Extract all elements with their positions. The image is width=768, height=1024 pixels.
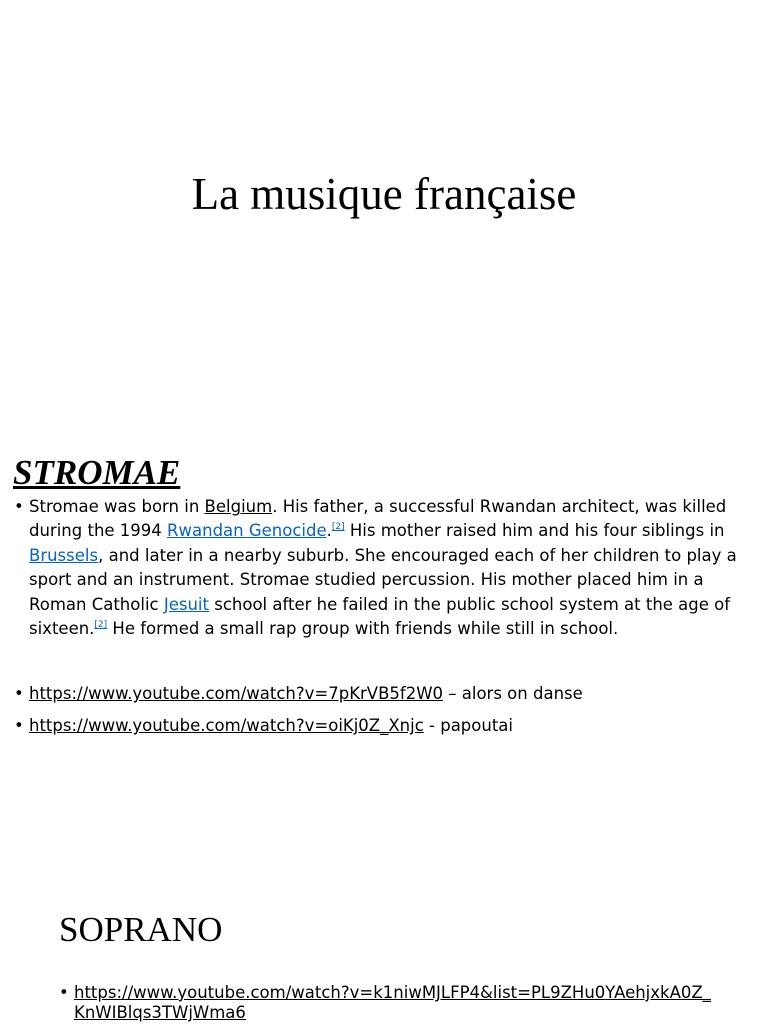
list-item	[14, 714, 762, 738]
bullet-icon: •	[59, 983, 69, 1002]
bio-text: school after he failed in the public school system at the age of sixteen.	[29, 594, 731, 639]
section-heading-soprano: SOPRANO	[59, 910, 223, 949]
bio-paragraph	[14, 495, 762, 641]
brussels-link[interactable]: Brussels	[29, 545, 99, 565]
jesuit-link[interactable]: Jesuit	[163, 594, 209, 614]
section-heading-stromae: STROMAE	[13, 453, 181, 492]
stromae-bullet-list	[14, 495, 762, 746]
bio-text: He formed a small rap group with friends while still in school.	[107, 619, 619, 639]
bio-text: , and later in a nearby suburb. She encouraged each of her children to play a sport and an instrument. Stromae studied percussion. His mother placed him in a Roman Catholic	[29, 545, 737, 614]
bullet-icon: •	[14, 497, 24, 516]
link-note: – alors on danse	[443, 684, 583, 704]
list-item	[14, 682, 762, 706]
bio-text: His mother raised him and his four siblings in	[344, 521, 725, 541]
belgium-link[interactable]: Belgium	[204, 497, 273, 516]
bio-text: .	[326, 521, 332, 541]
list-item	[59, 983, 719, 1023]
soprano-bullet-list	[59, 983, 719, 1023]
rwandan-genocide-link[interactable]: Rwandan Genocide	[167, 521, 327, 541]
bullet-icon: •	[14, 716, 24, 736]
bio-text: Stromae was born in	[29, 497, 205, 516]
citation-link[interactable]: [2]	[331, 522, 345, 533]
youtube-link-alors-on-danse[interactable]: https://www.youtube.com/watch?v=7pKrVB5f2W0	[29, 684, 444, 704]
link-note: - papoutai	[423, 716, 514, 736]
citation-link[interactable]: [2]	[94, 620, 108, 631]
youtube-link-soprano[interactable]: https://www.youtube.com/watch?v=k1niwMJLFP4&list=PL9ZHu0YAehjxkA0Z_KnWIBlqs3TWjWma6	[74, 983, 711, 1022]
bio-text: . His father, a successful Rwandan architect, was killed during the 1994	[29, 497, 727, 541]
youtube-link-papoutai[interactable]: https://www.youtube.com/watch?v=oiKj0Z_Xnjc	[29, 716, 424, 736]
bullet-icon: •	[14, 684, 24, 704]
slide-title: La musique française	[191, 169, 577, 219]
